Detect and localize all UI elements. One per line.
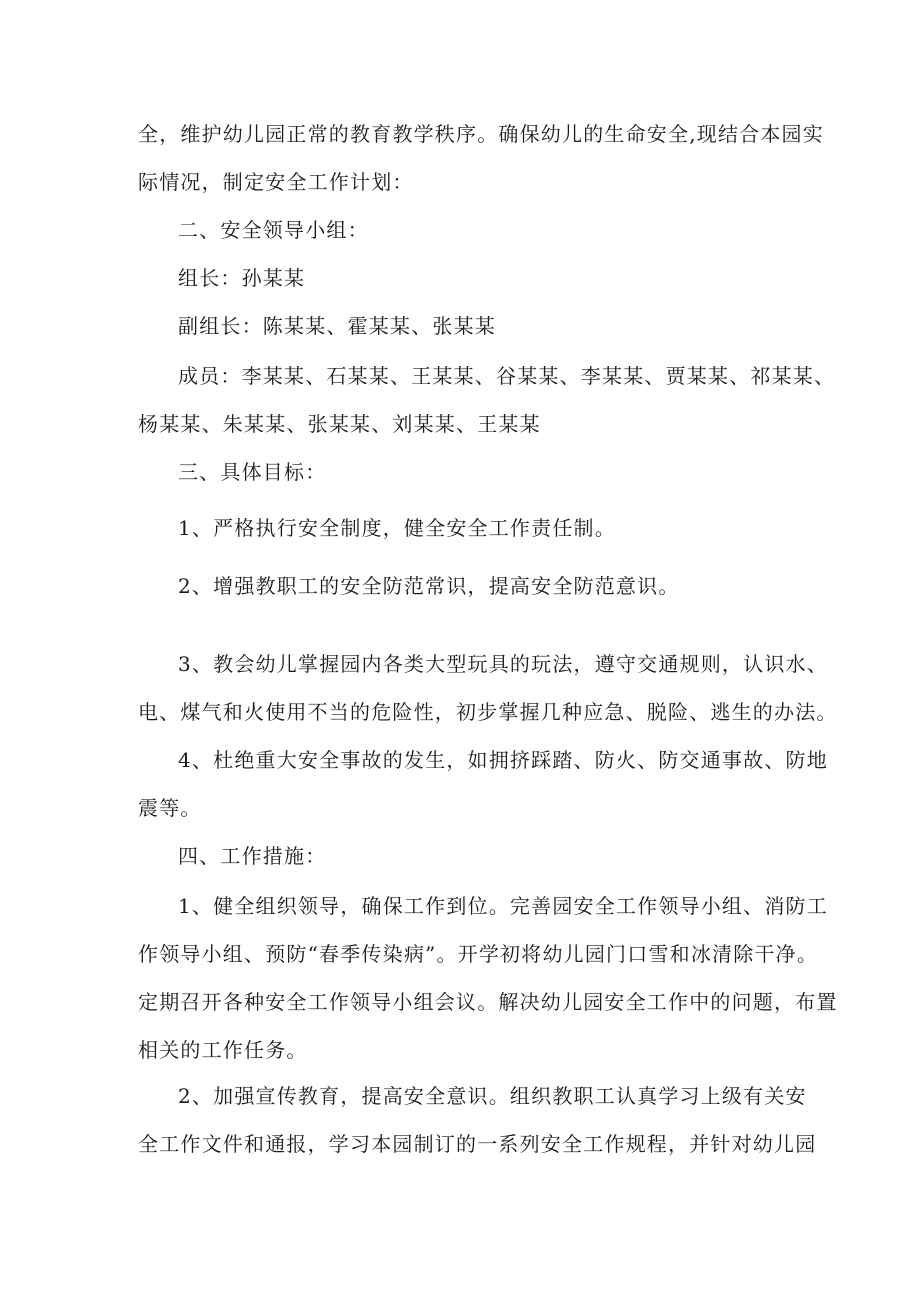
- goal-item: 1、严格执行安全制度，健全安全工作责任制。: [178, 516, 616, 540]
- section-heading: 三、具体目标：: [178, 460, 327, 484]
- measure-item-continued: 全工作文件和通报，学习本园制订的一系列安全工作规程，并针对幼儿园: [138, 1132, 817, 1156]
- measure-item: 2、加强宣传教育，提高安全意识。组织教职工认真学习上级有关安: [178, 1084, 807, 1108]
- section-heading: 二、安全领导小组：: [178, 218, 369, 242]
- goal-item-continued: 电、煤气和火使用不当的危险性，初步掌握几种应急、脱险、逃生的办法。: [138, 700, 838, 724]
- goal-item: 3、教会幼儿掌握园内各类大型玩具的玩法，遵守交通规则，认识水、: [178, 652, 828, 676]
- members-line: 成员：李某某、石某某、王某某、谷某某、李某某、贾某某、祁某某、: [178, 364, 836, 388]
- measure-item-continued: 作领导小组、预防“春季传染病”。开学初将幼儿园门口雪和冰清除干净。: [138, 942, 819, 966]
- leader-line: 组长：孙某某: [178, 266, 306, 290]
- deputy-leader-line: 副组长：陈某某、霍某某、张某某: [178, 314, 496, 338]
- measure-item: 1、健全组织领导，确保工作到位。完善园安全工作领导小组、消防工: [178, 894, 828, 918]
- goal-item: 4、杜绝重大安全事故的发生，如拥挤踩踏、防火、防交通事故、防地: [178, 748, 828, 772]
- goal-item-continued: 震等。: [138, 796, 202, 820]
- paragraph-line: 全，维护幼儿园正常的教育教学秩序。确保幼儿的生命安全,现结合本园实: [138, 122, 824, 146]
- measure-item-continued: 定期召开各种安全工作领导小组会议。解决幼儿园安全工作中的问题，布置: [138, 990, 838, 1014]
- section-heading: 四、工作措施：: [178, 844, 327, 868]
- measure-item-continued: 相关的工作任务。: [138, 1038, 308, 1062]
- members-line-continued: 杨某某、朱某某、张某某、刘某某、王某某: [138, 412, 541, 436]
- goal-item: 2、增强教职工的安全防范常识，提高安全防范意识。: [178, 574, 680, 598]
- paragraph-line: 际情况，制定安全工作计划：: [138, 170, 414, 194]
